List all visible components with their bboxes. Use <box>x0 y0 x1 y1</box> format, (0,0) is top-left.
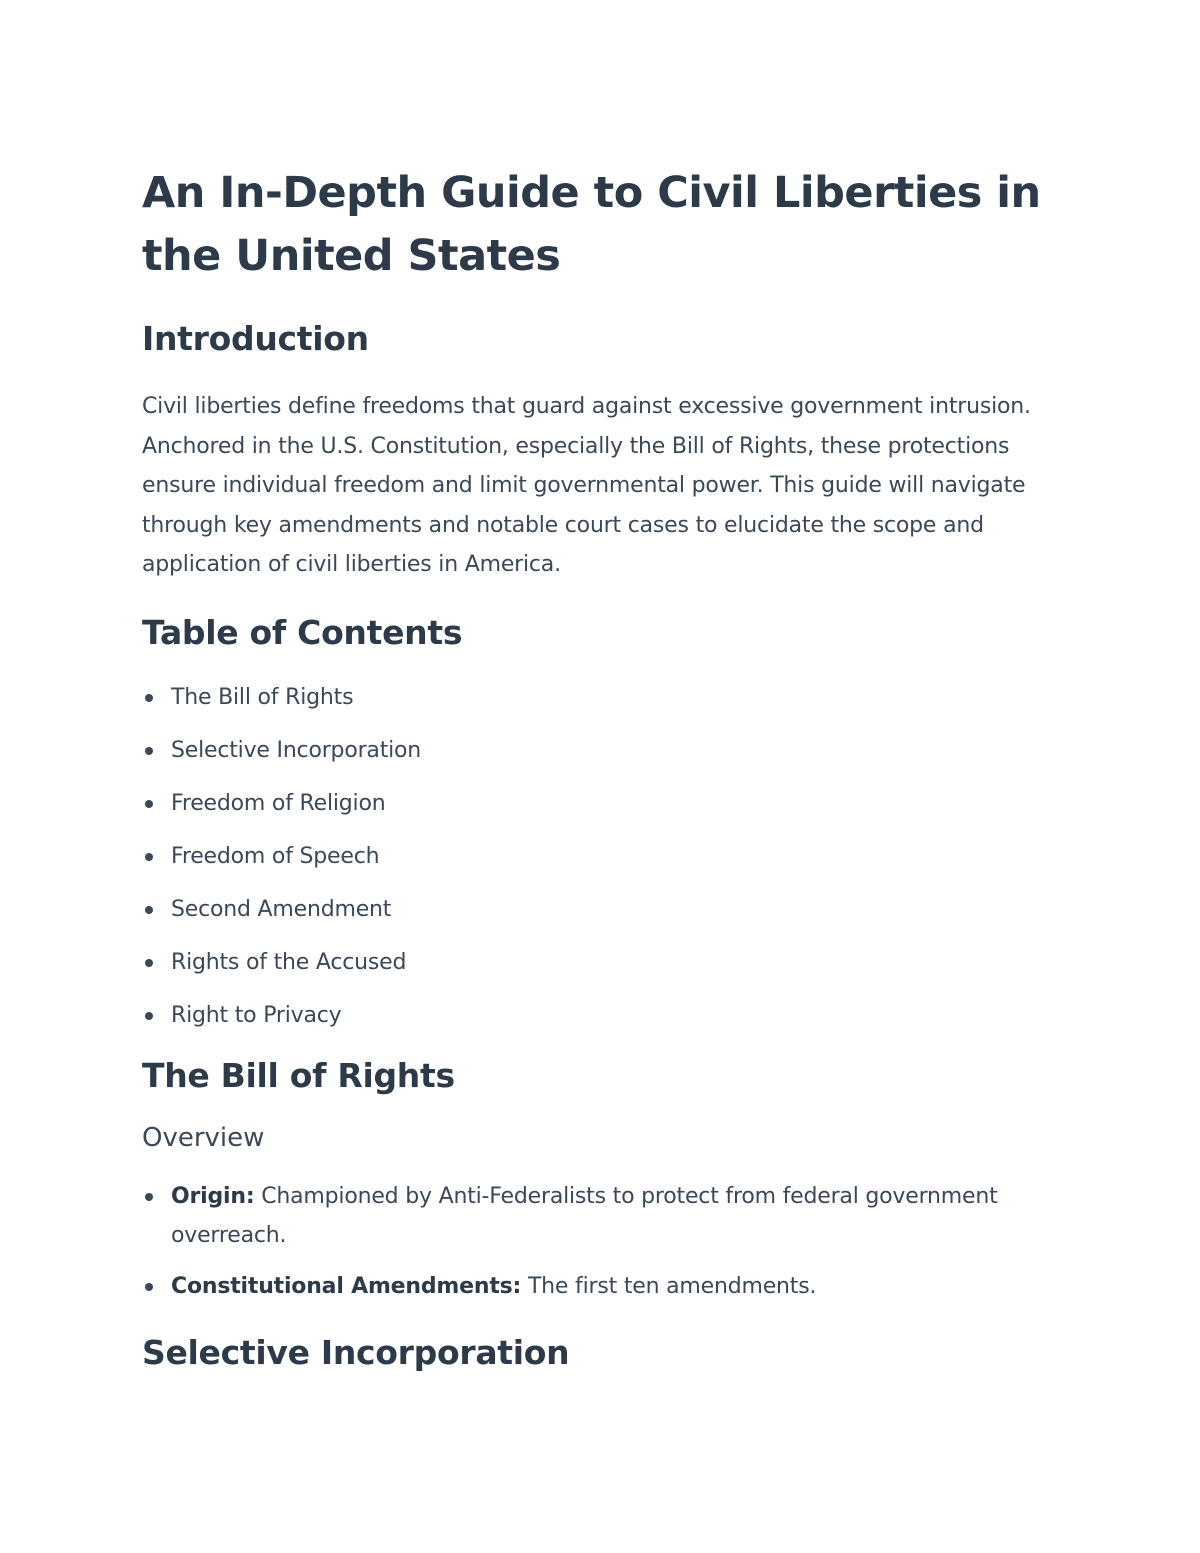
document-page <box>142 162 1072 1375</box>
toc-item <box>142 996 1072 1035</box>
overview-item-label: Constitutional Amendments: <box>171 1273 522 1299</box>
toc-item-label: Rights of the Accused <box>171 949 407 975</box>
bullet-icon <box>145 959 153 967</box>
bill-of-rights-heading: The Bill of Rights <box>142 1055 455 1095</box>
selective-incorporation-heading: Selective Incorporation <box>142 1332 570 1372</box>
toc-item <box>142 837 1072 876</box>
toc-item <box>142 678 1072 717</box>
toc-item-label: Second Amendment <box>171 896 392 922</box>
bullet-icon <box>145 800 153 808</box>
bullet-icon <box>145 906 153 914</box>
introduction-heading: Introduction <box>142 319 369 358</box>
toc-item-label: Freedom of Speech <box>171 843 380 869</box>
overview-item-label: Origin: <box>171 1183 255 1209</box>
document-title: An In-Depth Guide to Civil Liberties in the United States <box>142 168 1041 281</box>
toc-item <box>142 890 1072 929</box>
toc-item-label: Selective Incorporation <box>171 737 422 763</box>
overview-subheading: Overview <box>142 1122 265 1153</box>
toc-item <box>142 731 1072 770</box>
bullet-icon <box>145 747 153 755</box>
table-of-contents-heading: Table of Contents <box>142 612 463 652</box>
bullet-icon <box>145 694 153 702</box>
toc-item-label: The Bill of Rights <box>171 684 354 710</box>
toc-item-label: Right to Privacy <box>171 1002 342 1028</box>
overview-item <box>142 1267 1072 1306</box>
overview-list <box>142 1177 1072 1306</box>
toc-item-label: Freedom of Religion <box>171 790 386 816</box>
toc-item <box>142 943 1072 982</box>
overview-item-text: The first ten amendments. <box>527 1273 817 1299</box>
toc-item <box>142 784 1072 823</box>
bullet-icon <box>145 853 153 861</box>
overview-item-text: Championed by Anti-Federalists to protect from federal government overreach. <box>171 1183 998 1248</box>
bullet-icon <box>145 1193 153 1201</box>
bullet-icon <box>145 1283 153 1291</box>
introduction-paragraph: Civil liberties define freedoms that guard against excessive government intrusion. Anchored in the U.S. Constitution, especially the Bill of Rights, these protections ensure individual freedom and limit governmental power. This guide will navigate through key amendments and notable court cases to elucidate the scope and application of civil liberties in America. <box>142 394 1031 577</box>
overview-item <box>142 1177 1072 1255</box>
table-of-contents-list <box>142 678 1072 1035</box>
bullet-icon <box>145 1012 153 1020</box>
